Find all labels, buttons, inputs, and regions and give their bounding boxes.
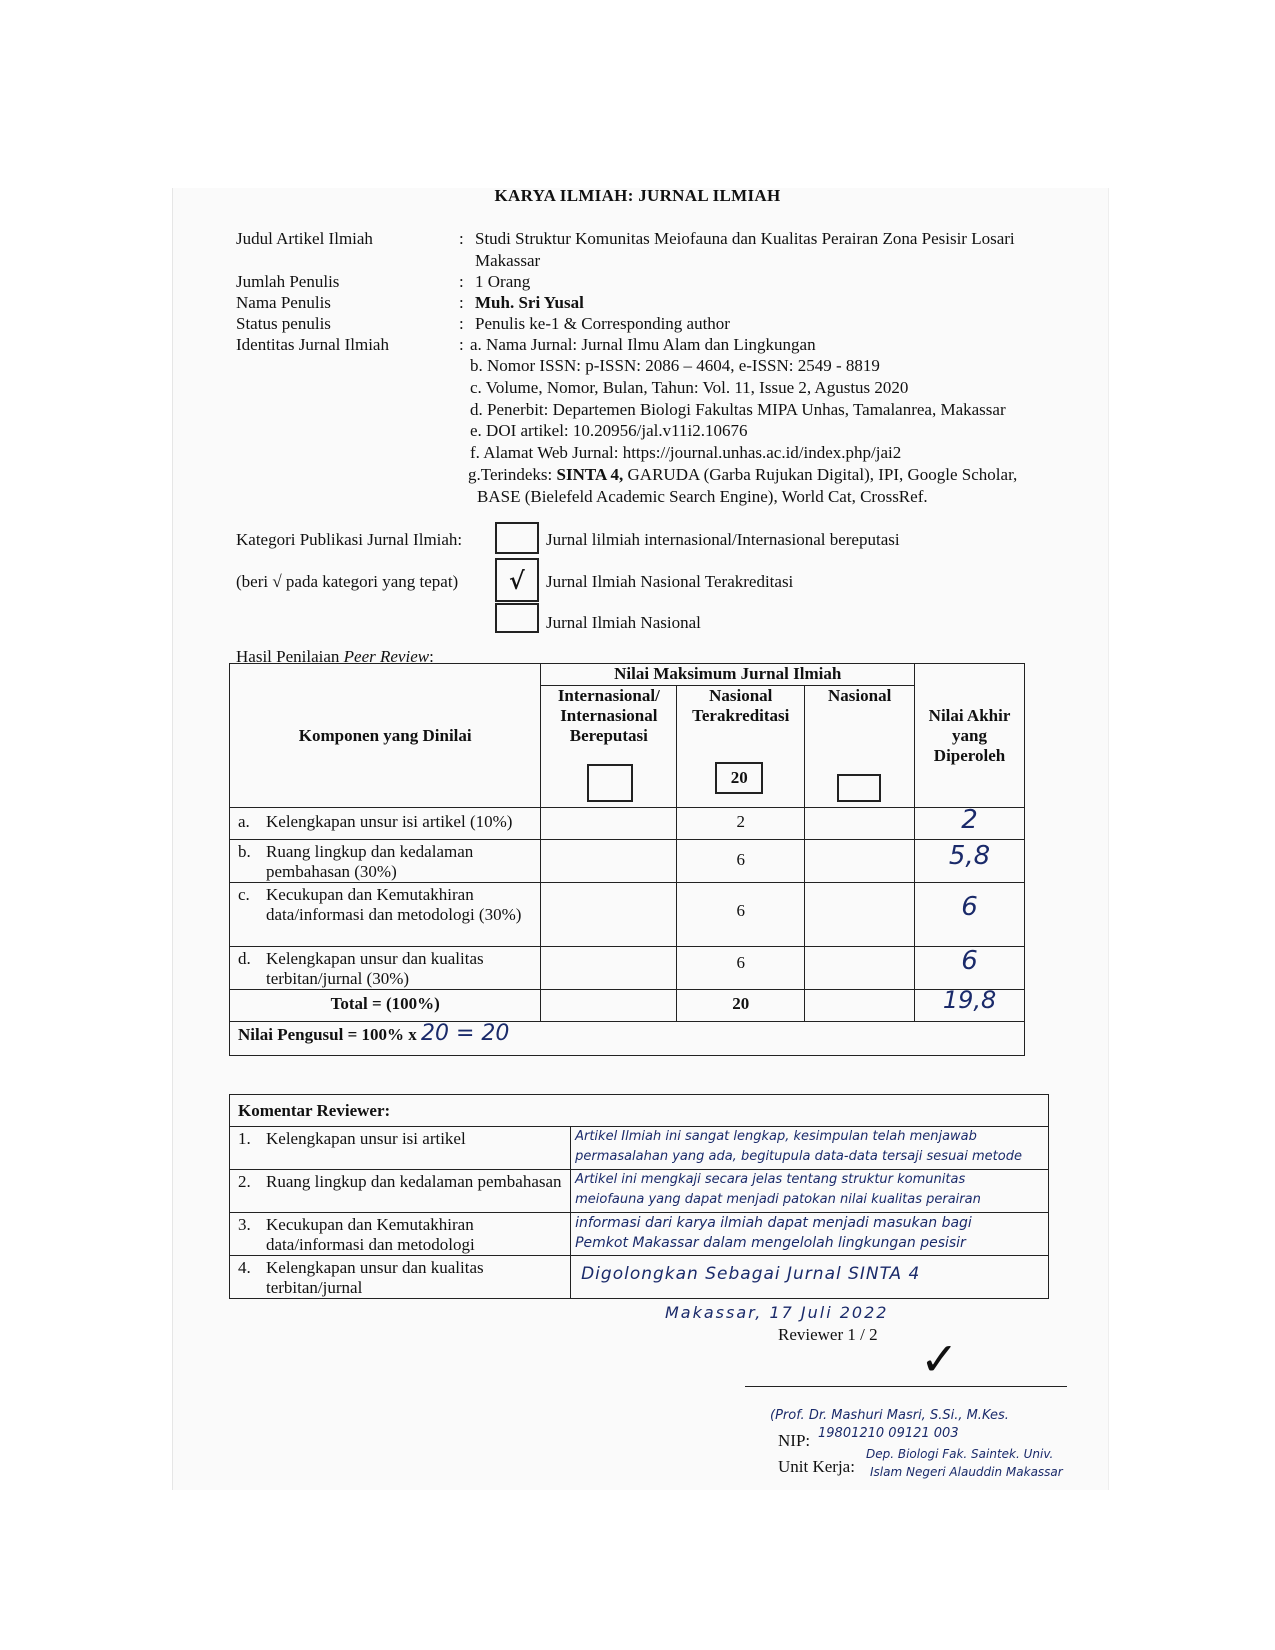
komentar-text (571, 1213, 1049, 1256)
handwritten-comment-line: permasalahan yang ada, begitupula data-data tersaji sesuai metode (575, 1149, 1022, 1164)
nas-cell (805, 883, 915, 947)
intl-cell (541, 883, 677, 947)
nas-cell (805, 990, 915, 1022)
komentar-text (571, 1256, 1049, 1299)
colon: : (459, 229, 464, 248)
header-komponen: Komponen yang Dinilai (230, 664, 541, 808)
handwritten-comment-line: Pemkot Makassar dalam mengelolah lingkungan pesisir (575, 1235, 966, 1251)
total-score-cell (915, 986, 1025, 1022)
identitas-line-e: e. DOI artikel: 10.20956/jal.v11i2.10676 (470, 421, 748, 440)
handwritten-pengusul: 20 = 20 (421, 1021, 510, 1046)
score-cell (915, 805, 1025, 840)
header-nilai-maksimum: Nilai Maksimum Jurnal Ilmiah (541, 664, 915, 686)
unit-label: Unit Kerja: (778, 1457, 855, 1476)
handwritten-score: 5,8 (948, 841, 991, 871)
handwritten-score: 2 (961, 805, 978, 835)
colon: : (459, 335, 464, 354)
pengusul-cell (230, 1022, 1025, 1056)
intl-cell (541, 947, 677, 990)
kategori-checkbox-internasional[interactable] (495, 522, 539, 554)
kategori-checkbox-nasional[interactable] (495, 603, 539, 633)
nama-label: Nama Penulis (236, 293, 331, 312)
handwritten-score: 6 (961, 946, 978, 976)
kategori-option-nasional: Jurnal Ilmiah Nasional (546, 613, 701, 632)
judul-label: Judul Artikel Ilmiah (236, 229, 373, 248)
kategori-option-internasional: Jurnal lilmiah internasional/Internasional bereputasi (546, 530, 900, 549)
jumlah-value: 1 Orang (475, 272, 531, 291)
komentar-aspect (230, 1127, 571, 1170)
row-key: c. (238, 885, 250, 904)
kategori-label: Kategori Publikasi Jurnal Ilmiah: (236, 530, 463, 549)
row-key: d. (238, 949, 251, 968)
place-date: Makassar, 17 Juli 2022 (665, 1303, 889, 1322)
kategori-checkbox-nasional-terakreditasi[interactable] (495, 558, 539, 602)
unit-value-1: Dep. Biologi Fak. Saintek. Univ. (866, 1447, 1054, 1461)
max-cell: 6 (677, 840, 805, 883)
judul-value-1: Studi Struktur Komunitas Meiofauna dan Kualitas Perairan Zona Pesisir Losari (475, 229, 1015, 248)
reviewer-label: Reviewer 1 / 2 (778, 1325, 878, 1344)
header-nasional-terakreditasi-label: Nasional Terakreditasi (692, 686, 790, 725)
row-label: Kecukupan dan Kemutakhiran data/informasi dan metodologi (30%) (266, 885, 522, 924)
table-row (230, 1170, 1049, 1213)
komponen-cell (230, 840, 541, 883)
row-key: a. (238, 812, 250, 831)
table-row (230, 840, 1025, 883)
terindeks-rest: GARUDA (Garba Rujukan Digital), IPI, Google Scholar, (623, 465, 1018, 484)
table-row (230, 1256, 1049, 1299)
header-nilai-akhir: Nilai Akhir yang Diperoleh (915, 664, 1025, 808)
row-key: b. (238, 842, 251, 861)
komentar-text (571, 1170, 1049, 1213)
review-table (229, 663, 1025, 1056)
nip-label: NIP: (778, 1431, 811, 1450)
max-cell: 6 (677, 883, 805, 947)
row-label: Kelengkapan unsur dan kualitas terbitan/jurnal (30%) (266, 949, 484, 988)
document-title: KARYA ILMIAH: JURNAL ILMIAH (494, 186, 781, 205)
row-label: Kelengkapan unsur dan kualitas terbitan/jurnal (266, 1258, 484, 1297)
row-label: Kelengkapan unsur isi artikel (266, 1129, 466, 1148)
intl-cell (541, 840, 677, 883)
status-value: Penulis ke-1 & Corresponding author (475, 314, 730, 333)
total-row (230, 990, 1025, 1022)
komentar-heading: Komentar Reviewer: (230, 1095, 1049, 1127)
identitas-line-a: a. Nama Jurnal: Jurnal Ilmu Alam dan Lingkungan (470, 335, 816, 354)
score-cell (915, 947, 1025, 990)
komponen-cell (230, 808, 541, 840)
table-row (230, 883, 1025, 947)
handwritten-score: 6 (961, 892, 978, 922)
handwritten-total: 19,8 (942, 986, 997, 1014)
handwritten-comment-line: informasi dari karya ilmiah dapat menjadi masukan bagi (575, 1215, 972, 1231)
score-cell (915, 840, 1025, 883)
komentar-text (571, 1127, 1049, 1170)
identitas-line-f: f. Alamat Web Jurnal: https://journal.unhas.ac.id/index.php/jai2 (470, 443, 902, 462)
header-nasional-label: Nasional (828, 686, 892, 705)
row-label: Ruang lingkup dan kedalaman pembahasan (266, 1172, 562, 1191)
header-nasional-terakreditasi (677, 686, 805, 808)
reviewer-name: (Prof. Dr. Mashuri Masri, S.Si., M.Kes. (770, 1408, 1009, 1423)
signature: ✓ (920, 1332, 959, 1386)
max-box-nasional-terakreditasi: 20 (715, 762, 763, 794)
unit-value-2: Islam Negeri Alauddin Makassar (870, 1465, 1063, 1479)
nas-cell (805, 947, 915, 990)
kategori-hint: (beri √ pada kategori yang tepat) (236, 572, 459, 591)
terindeks-prefix: g.Terindeks: (468, 465, 557, 484)
komponen-cell (230, 883, 541, 947)
terindeks-sinta: SINTA 4, (556, 465, 624, 484)
intl-cell (541, 808, 677, 840)
signature-line (745, 1386, 1067, 1387)
judul-value-2: Makassar (475, 251, 541, 270)
komentar-table (229, 1094, 1049, 1299)
max-box-internasional (587, 764, 633, 802)
max-cell: 2 (677, 808, 805, 840)
header-internasional-label: Internasional/ Internasional Bereputasi (557, 686, 660, 745)
identitas-line-c: c. Volume, Nomor, Bulan, Tahun: Vol. 11, Issue 2, Agustus 2020 (470, 378, 909, 397)
nama-value: Muh. Sri Yusal (475, 293, 584, 312)
intl-cell (541, 990, 677, 1022)
identitas-line-g2: BASE (Bielefeld Academic Search Engine), World Cat, CrossRef. (477, 487, 928, 506)
total-label: Total = (100%) (230, 990, 541, 1022)
review-heading-italic: Peer Review (343, 647, 430, 666)
status-label: Status penulis (236, 314, 331, 333)
table-row (230, 947, 1025, 990)
max-cell: 6 (677, 947, 805, 990)
row-key: 2. (238, 1172, 251, 1191)
colon: : (459, 293, 464, 312)
row-key: 1. (238, 1129, 251, 1148)
jumlah-label: Jumlah Penulis (236, 272, 340, 291)
table-row (230, 808, 1025, 840)
score-cell (915, 883, 1025, 947)
header-internasional (541, 686, 677, 808)
handwritten-comment-line: meiofauna yang dapat menjadi patokan nilai kualitas perairan (575, 1192, 981, 1207)
kategori-option-nasional-terakreditasi: Jurnal Ilmiah Nasional Terakreditasi (546, 572, 794, 591)
table-row (230, 1127, 1049, 1170)
komentar-aspect (230, 1170, 571, 1213)
colon: : (459, 314, 464, 333)
identitas-line-g (468, 464, 1017, 485)
pengusul-row (230, 1022, 1025, 1056)
identitas-line-d: d. Penerbit: Departemen Biologi Fakultas MIPA Unhas, Tamalanrea, Makassar (470, 400, 1006, 419)
handwritten-comment-line: Artikel Ilmiah ini sangat lengkap, kesimpulan telah menjawab (575, 1129, 977, 1144)
komentar-aspect (230, 1256, 571, 1299)
komponen-cell (230, 947, 541, 990)
nip-value: 19801210 09121 003 (818, 1426, 959, 1441)
row-label: Ruang lingkup dan kedalaman pembahasan (30%) (266, 842, 474, 881)
max-box-nasional (837, 774, 881, 802)
handwritten-comment-line: Artikel ini mengkaji secara jelas tentang struktur komunitas (575, 1172, 966, 1187)
row-label: Kecukupan dan Kemutakhiran data/informasi dan metodologi (266, 1215, 475, 1254)
row-label: Kelengkapan unsur isi artikel (10%) (266, 812, 513, 831)
handwritten-comment-line: Digolongkan Sebagai Jurnal SINTA 4 (581, 1264, 921, 1284)
header-nasional (805, 686, 915, 808)
review-heading-text: Hasil Penilaian (236, 647, 344, 666)
check-mark-icon: √ (509, 566, 525, 595)
row-key: 4. (238, 1258, 251, 1277)
komentar-aspect (230, 1213, 571, 1256)
colon: : (459, 272, 464, 291)
nas-cell (805, 840, 915, 883)
row-key: 3. (238, 1215, 251, 1234)
identitas-line-b: b. Nomor ISSN: p-ISSN: 2086 – 4604, e-ISSN: 2549 - 8819 (470, 356, 880, 375)
review-heading-colon: : (429, 647, 434, 666)
identitas-label: Identitas Jurnal Ilmiah (236, 335, 389, 354)
pengusul-label: Nilai Pengusul = 100% x (238, 1025, 417, 1044)
table-row (230, 1213, 1049, 1256)
nas-cell (805, 808, 915, 840)
total-max: 20 (677, 990, 805, 1022)
